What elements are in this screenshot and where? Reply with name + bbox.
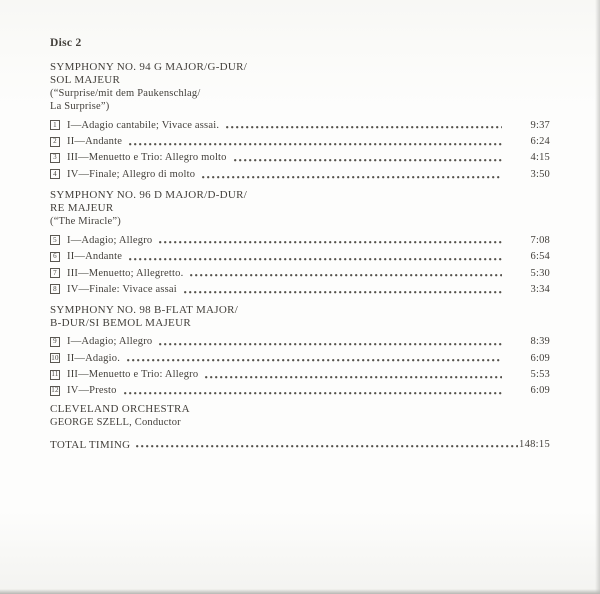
- section-title-line: SYMPHONY NO. 94 G MAJOR/G-DUR/: [50, 61, 248, 73]
- track-time: 6:09: [530, 352, 550, 364]
- track-row: [50, 166, 550, 182]
- track-title: IV—Finale; Allegro di molto: [67, 168, 196, 180]
- section-title: [50, 61, 550, 87]
- track-time: 6:54: [530, 251, 550, 263]
- track-title: I—Adagio cantabile; Vivace assai.: [67, 119, 220, 131]
- track-title: IV—Presto: [67, 385, 117, 397]
- track-list: [50, 117, 550, 183]
- dot-leader: [124, 391, 502, 395]
- track-number-box: 5: [50, 235, 60, 245]
- dot-leader: [190, 273, 502, 277]
- track-number-box: 9: [50, 337, 60, 347]
- track-title: II—Andante: [67, 136, 123, 148]
- conductor-name: GEORGE SZELL, Conductor: [50, 417, 181, 429]
- section-subtitle-line: (“Surprise/mit dem Paukenschlag/: [50, 88, 201, 99]
- track-row: [50, 350, 550, 366]
- track-number-box: 10: [51, 353, 59, 362]
- track-time: 4:15: [530, 152, 550, 164]
- dot-leader: [226, 125, 502, 129]
- dot-leader: [234, 158, 502, 162]
- track-title: III—Menuetto e Trio: Allegro molto: [67, 152, 227, 164]
- track-title: I—Adagio; Allegro: [67, 336, 153, 348]
- track-number-box: 12: [51, 386, 59, 395]
- dot-leader: [205, 375, 502, 379]
- section-subtitle-line: La Surprise”): [50, 100, 110, 112]
- symphony-section-98: [50, 304, 550, 400]
- track-number-box: 8: [50, 284, 60, 294]
- section-title-line: SOL MAJEUR: [50, 74, 121, 86]
- track-time: 7:08: [530, 234, 550, 246]
- track-row: [50, 281, 550, 297]
- track-time: 6:24: [530, 136, 550, 148]
- dot-leader: [202, 175, 502, 179]
- track-title: II—Adagio.: [67, 352, 121, 364]
- track-title: IV—Finale: Vivace assai: [67, 283, 177, 295]
- track-row: [50, 334, 550, 350]
- dot-leader: [159, 240, 502, 244]
- section-title-line: RE MAJEUR: [50, 201, 114, 214]
- track-number-box: 11: [51, 370, 59, 379]
- dot-leader: [129, 142, 502, 146]
- dot-leader: [136, 444, 518, 448]
- total-timing-label: TOTAL TIMING: [50, 438, 131, 451]
- track-title: II—Andante: [67, 251, 123, 263]
- track-title: III—Menuetto; Allegretto.: [67, 267, 184, 279]
- disc-label: Disc 2: [50, 37, 82, 49]
- orchestra-name: CLEVELAND ORCHESTRA: [50, 403, 190, 416]
- section-title-line: SYMPHONY NO. 96 D MAJOR/D-DUR/: [50, 188, 248, 201]
- section-title: [50, 304, 550, 330]
- dot-leader: [159, 342, 502, 346]
- track-time: 5:30: [530, 267, 550, 279]
- track-number-box: 4: [50, 169, 60, 179]
- track-number-box: 7: [50, 268, 60, 278]
- track-list: [50, 232, 550, 298]
- track-time: 5:53: [530, 369, 550, 381]
- page-edge-shadow-bottom: [0, 589, 600, 594]
- track-list: [50, 334, 550, 400]
- track-row: [50, 383, 550, 399]
- track-number-box: 3: [50, 153, 60, 163]
- track-row: [50, 366, 550, 382]
- track-number-box: 6: [50, 252, 60, 262]
- track-time: 3:34: [530, 283, 550, 295]
- track-row: [50, 265, 550, 281]
- track-row: [50, 133, 550, 149]
- track-row: [50, 248, 550, 264]
- total-timing-value: 148:15: [519, 439, 550, 451]
- credits: [50, 403, 550, 429]
- track-number-box: 1: [50, 120, 60, 130]
- track-time: 8:39: [530, 336, 550, 348]
- track-title: I—Adagio; Allegro: [67, 234, 153, 246]
- track-time: 9:37: [530, 119, 550, 131]
- track-number-box: 2: [50, 137, 60, 147]
- section-title: [50, 189, 550, 215]
- track-row: [50, 117, 550, 133]
- section-subtitle-line: (“The Miracle”): [50, 215, 121, 227]
- section-title-line: B-DUR/SI BEMOL MAJEUR: [50, 316, 191, 329]
- dot-leader: [127, 358, 502, 362]
- track-time: 6:09: [530, 385, 550, 397]
- track-time: 3:50: [530, 168, 550, 180]
- dot-leader: [129, 257, 502, 261]
- dot-leader: [184, 290, 502, 294]
- track-row: [50, 232, 550, 248]
- section-subtitle: [50, 88, 550, 113]
- symphony-section-94: [50, 61, 550, 183]
- page-edge-shadow-right: [595, 0, 600, 594]
- symphony-section-96: [50, 189, 550, 298]
- track-title: III—Menuetto e Trio: Allegro: [67, 369, 199, 381]
- section-subtitle: [50, 216, 550, 229]
- section-title-line: SYMPHONY NO. 98 B-FLAT MAJOR/: [50, 303, 239, 316]
- track-row: [50, 150, 550, 166]
- total-timing-row: [50, 437, 550, 452]
